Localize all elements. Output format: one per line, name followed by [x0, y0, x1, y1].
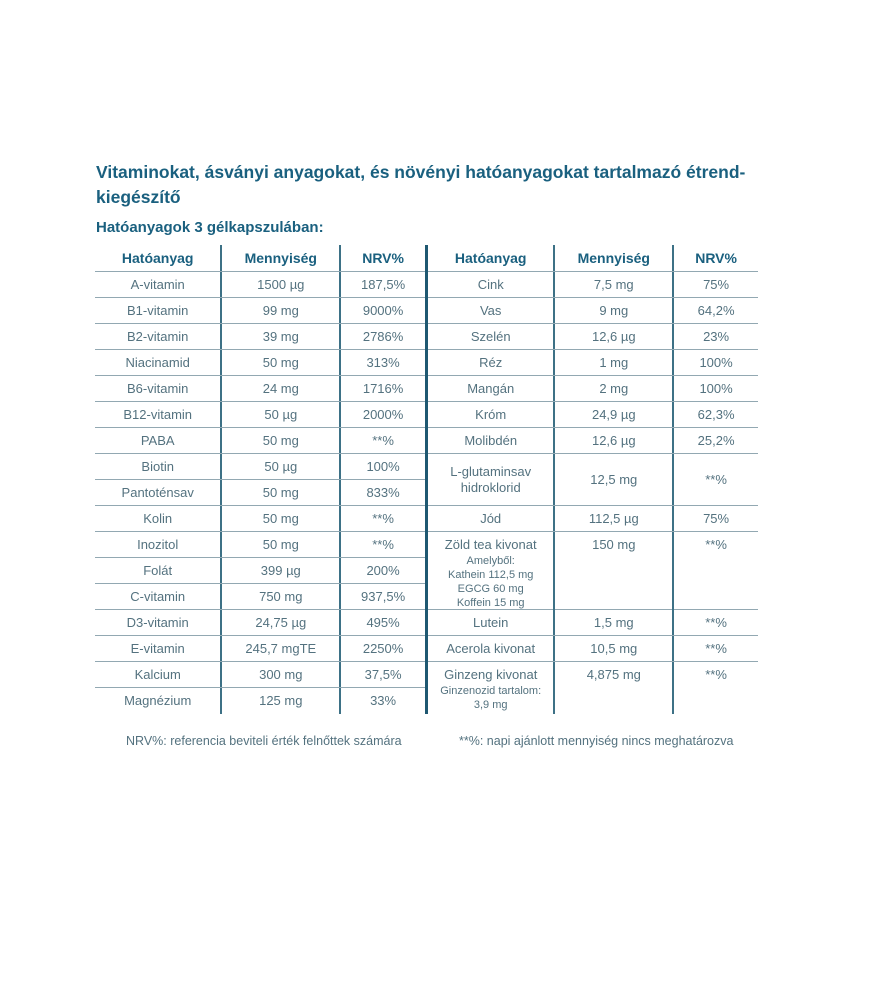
nrv-cell: 75% — [672, 272, 758, 297]
table-row — [95, 350, 425, 376]
amount-cell: 112,5 µg — [553, 506, 672, 531]
ingredient-name: B1-vitamin — [126, 302, 189, 318]
ingredient-name: C-vitamin — [130, 588, 186, 604]
footnote-nrv: NRV%: referencia beviteli érték felnőttek számára — [126, 734, 402, 748]
ingredient-name-cell — [428, 298, 553, 323]
nrv-cell: 25,2% — [672, 428, 758, 453]
table-row — [95, 532, 425, 558]
ingredient-name-cell — [428, 272, 553, 297]
column-header-ingredient: Hatóanyag — [121, 250, 194, 266]
ingredient-name-cell — [428, 454, 553, 505]
ingredient-name-cell — [95, 662, 220, 687]
ingredient-name: Ginzeng kivonat — [444, 667, 538, 682]
ingredient-name-cell — [428, 402, 553, 427]
amount-cell: 245,7 mgTE — [220, 636, 339, 661]
ingredient-subdetail-line: Kathein 112,5 mg — [447, 569, 534, 581]
nrv-cell: 313% — [339, 350, 425, 375]
amount-cell: 24 mg — [220, 376, 339, 401]
nrv-cell: 33% — [339, 688, 425, 714]
table-row — [95, 324, 425, 350]
nrv-cell: 100% — [672, 376, 758, 401]
table-row — [95, 558, 425, 584]
table-row — [428, 324, 758, 350]
ingredient-name: Jód — [480, 510, 502, 526]
ingredient-subdetail-line: EGCG 60 mg — [457, 583, 524, 595]
ingredient-subdetails — [448, 554, 533, 610]
ingredient-name-cell — [95, 272, 220, 297]
left-nutrition-table — [95, 245, 425, 714]
table-row — [428, 272, 758, 298]
ingredient-name: Króm — [475, 406, 507, 422]
table-row — [428, 428, 758, 454]
ingredient-name-cell — [95, 584, 220, 609]
nutrition-tables — [95, 245, 758, 714]
table-row — [428, 610, 758, 636]
table-row — [428, 454, 758, 506]
table-row — [95, 480, 425, 506]
nrv-cell: 9000% — [339, 298, 425, 323]
ingredient-name-cell — [428, 532, 553, 610]
ingredient-name: B2-vitamin — [126, 328, 189, 344]
ingredient-name-cell — [95, 636, 220, 661]
ingredient-name-cell — [95, 324, 220, 349]
amount-cell: 300 mg — [220, 662, 339, 687]
nrv-cell: 187,5% — [339, 272, 425, 297]
ingredient-name: Pantoténsav — [121, 484, 194, 500]
amount-cell: 99 mg — [220, 298, 339, 323]
ingredient-subdetails — [440, 684, 541, 712]
ingredient-name: Szelén — [470, 328, 511, 344]
nrv-cell: 75% — [672, 506, 758, 531]
table-row — [428, 402, 758, 428]
table-row — [95, 688, 425, 714]
ingredient-name: L-glutaminsav hidroklorid — [450, 463, 532, 495]
amount-cell: 125 mg — [220, 688, 339, 714]
ingredient-name-cell — [428, 610, 553, 635]
ingredient-name-cell — [95, 480, 220, 505]
table-header-row — [95, 245, 425, 272]
nrv-cell: 100% — [339, 454, 425, 479]
table-row — [428, 376, 758, 402]
table-row — [95, 636, 425, 662]
table-row — [428, 350, 758, 376]
ingredient-name: A-vitamin — [130, 276, 185, 292]
amount-cell: 24,9 µg — [553, 402, 672, 427]
amount-cell: 150 mg — [553, 532, 672, 610]
page-title: Vitaminokat, ásványi anyagokat, és növényi hatóanyagokat tartalmazó étrend-kiegészítő — [96, 162, 746, 207]
ingredient-name: Mangán — [467, 380, 515, 396]
ingredient-name: D3-vitamin — [126, 614, 189, 630]
column-header-nrv: NRV% — [672, 245, 758, 271]
table-row — [95, 506, 425, 532]
ingredient-name-cell — [428, 376, 553, 401]
ingredient-name: Lutein — [472, 614, 509, 630]
ingredient-name: B12-vitamin — [123, 406, 193, 422]
amount-cell: 1,5 mg — [553, 610, 672, 635]
table-row — [95, 610, 425, 636]
nrv-cell: **% — [672, 532, 758, 610]
ingredient-name-cell — [95, 376, 220, 401]
nrv-cell: 937,5% — [339, 584, 425, 609]
amount-cell: 4,875 mg — [553, 662, 672, 714]
ingredient-name: Biotin — [141, 458, 174, 474]
nrv-cell: **% — [339, 532, 425, 557]
amount-cell: 1 mg — [553, 350, 672, 375]
amount-cell: 12,5 mg — [553, 454, 672, 505]
table-row — [428, 298, 758, 324]
nrv-cell: **% — [339, 428, 425, 453]
ingredient-name-cell — [95, 558, 220, 583]
amount-cell: 50 µg — [220, 454, 339, 479]
nrv-cell: 37,5% — [339, 662, 425, 687]
ingredient-subdetail-line: 3,9 mg — [473, 699, 508, 711]
ingredient-name: Magnézium — [124, 693, 192, 708]
ingredient-name-cell — [95, 454, 220, 479]
amount-cell: 24,75 µg — [220, 610, 339, 635]
table-row — [95, 298, 425, 324]
table-row — [95, 272, 425, 298]
nrv-cell: 100% — [672, 350, 758, 375]
amount-cell: 2 mg — [553, 376, 672, 401]
table-row — [428, 532, 758, 610]
nrv-cell: 23% — [672, 324, 758, 349]
ingredient-name-cell — [95, 350, 220, 375]
ingredient-name-cell — [95, 402, 220, 427]
ingredient-name: Inozitol — [137, 536, 179, 552]
table-row — [428, 506, 758, 532]
amount-cell: 1500 µg — [220, 272, 339, 297]
ingredient-name-cell — [428, 662, 553, 714]
table-row — [428, 636, 758, 662]
nrv-cell: 2250% — [339, 636, 425, 661]
amount-cell: 50 mg — [220, 532, 339, 557]
table-row — [95, 376, 425, 402]
ingredient-name: Niacinamid — [125, 354, 190, 370]
ingredient-name-cell — [428, 324, 553, 349]
amount-cell: 50 µg — [220, 402, 339, 427]
ingredient-name-cell — [95, 428, 220, 453]
ingredient-name: B6-vitamin — [126, 380, 189, 396]
amount-cell: 50 mg — [220, 506, 339, 531]
ingredient-name: Cink — [477, 276, 504, 292]
column-header-ingredient: Hatóanyag — [454, 250, 527, 266]
table-row — [95, 662, 425, 688]
ingredient-name-cell — [428, 428, 553, 453]
ingredient-name-cell — [428, 636, 553, 661]
ingredient-name: Molibdén — [464, 432, 518, 448]
table-row — [95, 584, 425, 610]
nrv-cell: 2786% — [339, 324, 425, 349]
nrv-cell: 2000% — [339, 402, 425, 427]
column-header-nrv: NRV% — [339, 245, 425, 271]
table-row — [95, 428, 425, 454]
ingredient-name: Folát — [143, 562, 173, 578]
amount-cell: 50 mg — [220, 428, 339, 453]
footnote-asterisk: **%: napi ajánlott mennyiség nincs meghatározva — [459, 734, 734, 748]
nrv-cell: 64,2% — [672, 298, 758, 323]
ingredient-subdetail-line: Koffein 15 mg — [456, 597, 525, 609]
right-nutrition-table — [425, 245, 758, 714]
ingredient-name: Réz — [479, 354, 503, 370]
table-header-row — [428, 245, 758, 272]
ingredient-name-cell — [95, 506, 220, 531]
nrv-cell: 62,3% — [672, 402, 758, 427]
amount-cell: 750 mg — [220, 584, 339, 609]
amount-cell: 39 mg — [220, 324, 339, 349]
ingredient-name: Zöld tea kivonat — [444, 537, 537, 552]
ingredient-name-cell — [95, 688, 220, 714]
ingredient-name-cell — [95, 298, 220, 323]
nrv-cell: **% — [339, 506, 425, 531]
nrv-cell: 495% — [339, 610, 425, 635]
ingredient-subdetail-line: Ginzenozid tartalom: — [440, 685, 542, 697]
table-row — [95, 402, 425, 428]
amount-cell: 399 µg — [220, 558, 339, 583]
nrv-cell: **% — [672, 454, 758, 505]
amount-cell: 50 mg — [220, 350, 339, 375]
column-header-amount: Mennyiség — [553, 245, 672, 271]
ingredient-name: Kalcium — [134, 666, 181, 682]
nrv-cell: **% — [672, 662, 758, 714]
amount-cell: 9 mg — [553, 298, 672, 323]
ingredient-name-cell — [95, 532, 220, 557]
page-subtitle: Hatóanyagok 3 gélkapszulában: — [96, 219, 324, 236]
nrv-cell: 200% — [339, 558, 425, 583]
column-header-amount: Mennyiség — [220, 245, 339, 271]
ingredient-name-cell — [428, 350, 553, 375]
table-row — [95, 454, 425, 480]
ingredient-name: E-vitamin — [130, 640, 185, 656]
table-row — [428, 662, 758, 714]
amount-cell: 12,6 µg — [553, 324, 672, 349]
ingredient-name-cell — [95, 610, 220, 635]
ingredient-name: Acerola kivonat — [446, 640, 536, 656]
ingredient-name: Vas — [479, 302, 502, 318]
ingredient-subdetail-line: Amelyből: — [466, 555, 515, 567]
ingredient-name: Kolin — [143, 510, 173, 526]
amount-cell: 50 mg — [220, 480, 339, 505]
ingredient-name: PABA — [140, 432, 175, 448]
nrv-cell: 833% — [339, 480, 425, 505]
nrv-cell: **% — [672, 636, 758, 661]
nrv-cell: **% — [672, 610, 758, 635]
amount-cell: 12,6 µg — [553, 428, 672, 453]
nrv-cell: 1716% — [339, 376, 425, 401]
amount-cell: 10,5 mg — [553, 636, 672, 661]
amount-cell: 7,5 mg — [553, 272, 672, 297]
ingredient-name-cell — [428, 506, 553, 531]
